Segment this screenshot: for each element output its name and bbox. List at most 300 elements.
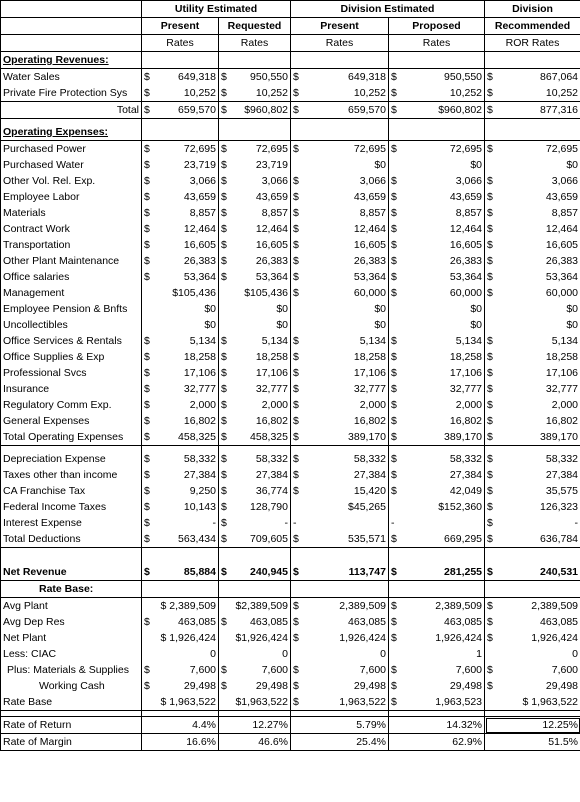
cell-ca-franchise-col4: [389, 483, 485, 499]
cell-rate-of-return-col5: [485, 717, 580, 734]
row-avg-dep: [1, 614, 580, 630]
cell-ca-franchise-col1: [142, 483, 219, 499]
currency-sign: $: [391, 415, 397, 427]
row-depreciation: [1, 451, 580, 467]
currency-sign: $: [391, 191, 397, 203]
currency-sign: $: [144, 239, 150, 251]
cell-total-opex-col2: [219, 429, 291, 446]
amount: $0: [374, 159, 386, 171]
currency-sign: $: [221, 87, 227, 99]
row-total-deductions: [1, 531, 580, 548]
amount: 27,384: [353, 469, 386, 481]
cell-federal-income-col5: [485, 499, 580, 515]
amount: 17,106: [545, 367, 579, 379]
amount: 2,000: [261, 399, 288, 411]
cell-fire-protection-col2: [219, 85, 291, 102]
amount: 18,258: [183, 351, 216, 363]
cell-depreciation-col5: [485, 451, 580, 467]
row-pension: [1, 301, 580, 317]
cell-transportation-col4: [389, 237, 485, 253]
cell-general-col5: [485, 413, 580, 429]
amount: 53,364: [449, 271, 483, 283]
currency-sign: $: [144, 566, 150, 578]
cell-working-cash-col4: [389, 678, 485, 694]
cell-other-plant-col1: [142, 253, 219, 269]
row-label: Taxes other than income: [1, 467, 142, 483]
currency-sign: $: [391, 71, 397, 83]
row-label: Office Supplies & Exp: [1, 349, 142, 365]
currency-sign: $: [391, 399, 397, 411]
cell-purchased-power-col5: [485, 141, 580, 158]
row-label: Employee Pension & Bnfts: [1, 301, 142, 317]
amount: 8,857: [261, 207, 288, 219]
currency-sign: $: [487, 431, 493, 443]
amount: $ 2,389,509: [160, 600, 216, 612]
amount: 43,659: [183, 191, 216, 203]
cell-uncollectibles-col1: [142, 317, 219, 333]
row-label: CA Franchise Tax: [1, 483, 142, 499]
amount: 25.4%: [356, 736, 386, 748]
amount: 32,777: [255, 383, 288, 395]
cell-materials-col2: [219, 205, 291, 221]
amount: 126,323: [540, 501, 579, 513]
amount: 29,498: [545, 680, 579, 692]
currency-sign: $: [221, 143, 227, 155]
amount: $0: [374, 303, 386, 315]
cell-general-col1: [142, 413, 219, 429]
amount: $1,926,424: [235, 632, 288, 644]
cell-materials-col3: [291, 205, 389, 221]
amount: 62.9%: [452, 736, 483, 748]
amount: 659,570: [348, 104, 386, 116]
amount: 649,318: [348, 71, 386, 83]
currency-sign: $: [293, 207, 299, 219]
amount: 43,659: [449, 191, 483, 203]
cell-rate-base-col1: [142, 694, 219, 711]
currency-sign: $: [293, 87, 299, 99]
cell-avg-plant-col4: [389, 598, 485, 615]
cell-contract-work-col2: [219, 221, 291, 237]
cell-avg-plant-col2: [219, 598, 291, 615]
cell-total-deductions-col3: [291, 531, 389, 548]
row-label: Total Operating Expenses: [1, 429, 142, 446]
cell-transportation-col1: [142, 237, 219, 253]
cell-avg-plant-col3: [291, 598, 389, 615]
cell-transportation-col2: [219, 237, 291, 253]
amount: $0: [276, 303, 288, 315]
currency-sign: $: [293, 600, 299, 612]
amount: 3,066: [455, 175, 483, 187]
amount: 12,464: [255, 223, 288, 235]
header-division-estimated: Division Estimated: [291, 1, 485, 18]
currency-sign: $: [487, 632, 493, 644]
amount: 58,332: [449, 453, 483, 465]
row-label: General Expenses: [1, 413, 142, 429]
row-office-services: [1, 333, 580, 349]
currency-sign: $: [293, 485, 299, 497]
amount: 10,252: [255, 87, 288, 99]
cell-water-sales-col2: [219, 69, 291, 86]
currency-sign: $: [144, 431, 150, 443]
row-interest: [1, 515, 580, 531]
cell-office-supplies-col5: [485, 349, 580, 365]
cell-total-rev-col4: [389, 102, 485, 119]
cell-net-revenue-col2: [219, 564, 291, 581]
cell-total-rev-col2: [219, 102, 291, 119]
currency-sign: $: [293, 239, 299, 251]
cell-fire-protection-col5: [485, 85, 580, 102]
currency-sign: $: [221, 616, 227, 628]
currency-sign: $: [221, 664, 227, 676]
currency-sign: $: [293, 287, 299, 299]
amount: 389,170: [444, 431, 483, 443]
currency-sign: $: [293, 191, 299, 203]
amount: 1,963,522: [339, 696, 386, 708]
cell-rate-of-margin-col4: [389, 734, 485, 751]
cell-regulatory-col2: [219, 397, 291, 413]
cell-ciac-col2: [219, 646, 291, 662]
col5-header-line2: ROR Rates: [485, 35, 580, 52]
currency-sign: $: [293, 255, 299, 267]
amount: 17,106: [449, 367, 483, 379]
amount: 389,170: [540, 431, 579, 443]
cell-rate-of-margin-col3: [291, 734, 389, 751]
row-management: [1, 285, 580, 301]
cell-general-col2: [219, 413, 291, 429]
cell-water-sales-col3: [291, 69, 389, 86]
amount: 26,383: [183, 255, 216, 267]
row-rate-of-margin: [1, 734, 580, 751]
currency-sign: $: [221, 191, 227, 203]
cell-other-vol-col4: [389, 173, 485, 189]
currency-sign: $: [487, 191, 493, 203]
row-label: Depreciation Expense: [1, 451, 142, 467]
currency-sign: $: [391, 616, 397, 628]
currency-sign: $: [487, 87, 493, 99]
amount: 27,384: [449, 469, 483, 481]
currency-sign: $: [144, 415, 150, 427]
amount: 3,066: [359, 175, 386, 187]
amount: 5,134: [189, 335, 216, 347]
currency-sign: $: [391, 351, 397, 363]
amount: $105,436: [244, 287, 288, 299]
cell-employee-labor-col5: [485, 189, 580, 205]
cell-rate-of-return-col2: [219, 717, 291, 734]
row-materials-supplies: [1, 662, 580, 678]
amount: 5,134: [359, 335, 386, 347]
cell-depreciation-col3: [291, 451, 389, 467]
amount: 42,049: [449, 485, 483, 497]
amount: 10,252: [449, 87, 483, 99]
amount: 0: [572, 648, 579, 660]
amount: 9,250: [189, 485, 216, 497]
amount: 17,106: [353, 367, 386, 379]
amount: 16,605: [449, 239, 483, 251]
row-label: Employee Labor: [1, 189, 142, 205]
amount: 8,857: [455, 207, 483, 219]
amount: 2,000: [551, 399, 579, 411]
currency-sign: $: [221, 335, 227, 347]
currency-sign: $: [144, 399, 150, 411]
cell-working-cash-col1: [142, 678, 219, 694]
cell-management-col5: [485, 285, 580, 301]
cell-interest-col3: [291, 515, 389, 531]
currency-sign: $: [487, 616, 493, 628]
cell-avg-plant-col1: [142, 598, 219, 615]
currency-sign: $: [144, 191, 150, 203]
amount: $ 1,963,522: [522, 696, 579, 708]
amount: $0: [276, 319, 288, 331]
row-uncollectibles: [1, 317, 580, 333]
amount: 281,255: [444, 566, 483, 578]
currency-sign: $: [221, 223, 227, 235]
currency-sign: $: [293, 616, 299, 628]
amount: 43,659: [353, 191, 386, 203]
amount: 0: [380, 648, 386, 660]
cell-avg-dep-col4: [389, 614, 485, 630]
currency-sign: $: [487, 664, 493, 676]
currency-sign: $: [391, 664, 397, 676]
currency-sign: $: [487, 239, 493, 251]
amount: 43,659: [255, 191, 288, 203]
cell-working-cash-col5: [485, 678, 580, 694]
currency-sign: $: [144, 71, 150, 83]
cell-total-rev-col1: [142, 102, 219, 119]
cell-materials-supplies-col3: [291, 662, 389, 678]
cell-other-plant-col3: [291, 253, 389, 269]
section-operating-expenses: Operating Expenses:: [1, 124, 142, 141]
cell-uncollectibles-col5: [485, 317, 580, 333]
cell-total-rev-col3: [291, 102, 389, 119]
row-label: Regulatory Comm Exp.: [1, 397, 142, 413]
amount: 35,575: [545, 485, 579, 497]
amount: 58,332: [183, 453, 216, 465]
amount: 16,605: [545, 239, 579, 251]
currency-sign: $: [221, 399, 227, 411]
amount: 3,066: [261, 175, 288, 187]
cell-office-services-col1: [142, 333, 219, 349]
cell-rate-of-return-col3: [291, 717, 389, 734]
cell-ciac-col3: [291, 646, 389, 662]
cell-employee-labor-col3: [291, 189, 389, 205]
cell-employee-labor-col1: [142, 189, 219, 205]
cell-regulatory-col1: [142, 397, 219, 413]
cell-general-col3: [291, 413, 389, 429]
header-division: Division: [485, 1, 580, 18]
amount: 463,085: [540, 616, 579, 628]
amount: 7,600: [261, 664, 288, 676]
currency-sign: -: [293, 517, 297, 529]
currency-sign: $: [144, 143, 150, 155]
cell-taxes-other-col1: [142, 467, 219, 483]
cell-rate-of-margin-col5: [485, 734, 580, 751]
amount: 0: [282, 648, 288, 660]
amount: 5,134: [551, 335, 579, 347]
amount: 53,364: [545, 271, 579, 283]
cell-net-plant-col5: [485, 630, 580, 646]
amount: $45,265: [348, 501, 386, 513]
currency-sign: $: [221, 501, 227, 513]
amount: 16,605: [183, 239, 216, 251]
cell-interest-col1: [142, 515, 219, 531]
amount: 867,064: [540, 71, 579, 83]
cell-water-sales-col1: [142, 69, 219, 86]
amount: 10,252: [545, 87, 579, 99]
cell-purchased-water-col1: [142, 157, 219, 173]
cell-professional-col1: [142, 365, 219, 381]
amount: $0: [470, 159, 483, 171]
amount: $ 1,926,424: [160, 632, 216, 644]
row-rate-base: [1, 694, 580, 711]
amount: 1: [476, 648, 483, 660]
cell-taxes-other-col3: [291, 467, 389, 483]
currency-sign: $: [293, 399, 299, 411]
currency-sign: $: [144, 485, 150, 497]
currency-sign: $: [487, 469, 493, 481]
currency-sign: $: [221, 415, 227, 427]
amount: 32,777: [545, 383, 579, 395]
cell-pension-col5: [485, 301, 580, 317]
cell-contract-work-col3: [291, 221, 389, 237]
cell-purchased-power-col3: [291, 141, 389, 158]
amount: 29,498: [255, 680, 288, 692]
cell-office-services-col2: [219, 333, 291, 349]
currency-sign: $: [293, 533, 299, 545]
cell-interest-col4: [389, 515, 485, 531]
amount: 16,802: [183, 415, 216, 427]
row-purchased-power: [1, 141, 580, 158]
cell-materials-supplies-col5: [485, 662, 580, 678]
cell-employee-labor-col4: [389, 189, 485, 205]
currency-sign: $: [487, 367, 493, 379]
amount: $105,436: [172, 287, 216, 299]
currency-sign: $: [293, 680, 299, 692]
amount: 16,605: [255, 239, 288, 251]
currency-sign: $: [391, 335, 397, 347]
cell-office-salaries-col1: [142, 269, 219, 285]
cell-federal-income-col2: [219, 499, 291, 515]
row-water-sales: [1, 69, 580, 86]
amount: 18,258: [255, 351, 288, 363]
amount: 53,364: [255, 271, 288, 283]
amount: 2,000: [455, 399, 483, 411]
currency-sign: $: [144, 87, 150, 99]
currency-sign: $: [144, 104, 150, 116]
currency-sign: $: [221, 680, 227, 692]
amount: 240,945: [250, 566, 288, 578]
currency-sign: $: [487, 143, 493, 155]
row-label: Office Services & Rentals: [1, 333, 142, 349]
currency-sign: $: [144, 175, 150, 187]
section-operating-revenues: Operating Revenues:: [1, 52, 142, 69]
cell-avg-dep-col3: [291, 614, 389, 630]
amount: 389,170: [348, 431, 386, 443]
amount: 8,857: [551, 207, 579, 219]
cell-net-revenue-col3: [291, 564, 389, 581]
amount: 7,600: [455, 664, 483, 676]
cell-total-deductions-col2: [219, 531, 291, 548]
amount: 950,550: [250, 71, 288, 83]
amount: 10,252: [353, 87, 386, 99]
currency-sign: $: [221, 351, 227, 363]
row-other-vol: [1, 173, 580, 189]
amount: 535,571: [348, 533, 386, 545]
row-professional: [1, 365, 580, 381]
row-label: Federal Income Taxes: [1, 499, 142, 515]
cell-rate-of-return-col4: [389, 717, 485, 734]
amount: 12,464: [353, 223, 386, 235]
amount: 3,066: [189, 175, 216, 187]
amount: 17,106: [255, 367, 288, 379]
row-contract-work: [1, 221, 580, 237]
amount: 58,332: [545, 453, 579, 465]
row-employee-labor: [1, 189, 580, 205]
cell-net-plant-col3: [291, 630, 389, 646]
header-utility-estimated: Utility Estimated: [142, 1, 291, 18]
cell-materials-col4: [389, 205, 485, 221]
amount: 5,134: [261, 335, 288, 347]
row-label: Insurance: [1, 381, 142, 397]
currency-sign: $: [293, 271, 299, 283]
amount: $0: [470, 319, 483, 331]
cell-ciac-col1: [142, 646, 219, 662]
amount: 27,384: [255, 469, 288, 481]
amount: 15,420: [353, 485, 386, 497]
amount: 16,802: [353, 415, 386, 427]
cell-insurance-col5: [485, 381, 580, 397]
currency-sign: $: [221, 255, 227, 267]
amount: 669,295: [444, 533, 483, 545]
cell-taxes-other-col2: [219, 467, 291, 483]
currency-sign: $: [293, 453, 299, 465]
currency-sign: $: [144, 383, 150, 395]
currency-sign: $: [391, 600, 397, 612]
cell-federal-income-col3: [291, 499, 389, 515]
amount: 458,325: [178, 431, 216, 443]
cell-net-plant-col1: [142, 630, 219, 646]
amount: 463,085: [250, 616, 288, 628]
amount: 26,383: [255, 255, 288, 267]
cell-insurance-col4: [389, 381, 485, 397]
currency-sign: $: [391, 566, 397, 578]
amount: 12.27%: [252, 719, 288, 731]
currency-sign: $: [391, 696, 397, 708]
row-federal-income: [1, 499, 580, 515]
currency-sign: $: [391, 632, 397, 644]
row-label: Avg Dep Res: [1, 614, 142, 630]
currency-sign: $: [391, 104, 397, 116]
cell-fire-protection-col1: [142, 85, 219, 102]
currency-sign: $: [221, 271, 227, 283]
currency-sign: $: [487, 600, 493, 612]
currency-sign: $: [144, 351, 150, 363]
amount: 23,719: [255, 159, 288, 171]
cell-other-plant-col5: [485, 253, 580, 269]
cell-rate-base-col3: [291, 694, 389, 711]
amount: -: [574, 517, 579, 529]
currency-sign: $: [221, 207, 227, 219]
cell-taxes-other-col4: [389, 467, 485, 483]
cell-avg-plant-col5: [485, 598, 580, 615]
cell-professional-col3: [291, 365, 389, 381]
col2-header-line1: Requested: [219, 18, 291, 35]
amount: $0: [204, 303, 216, 315]
currency-sign: $: [221, 175, 227, 187]
cell-materials-supplies-col4: [389, 662, 485, 678]
amount: 36,774: [255, 485, 288, 497]
col1-header-line2: Rates: [142, 35, 219, 52]
cell-office-supplies-col1: [142, 349, 219, 365]
